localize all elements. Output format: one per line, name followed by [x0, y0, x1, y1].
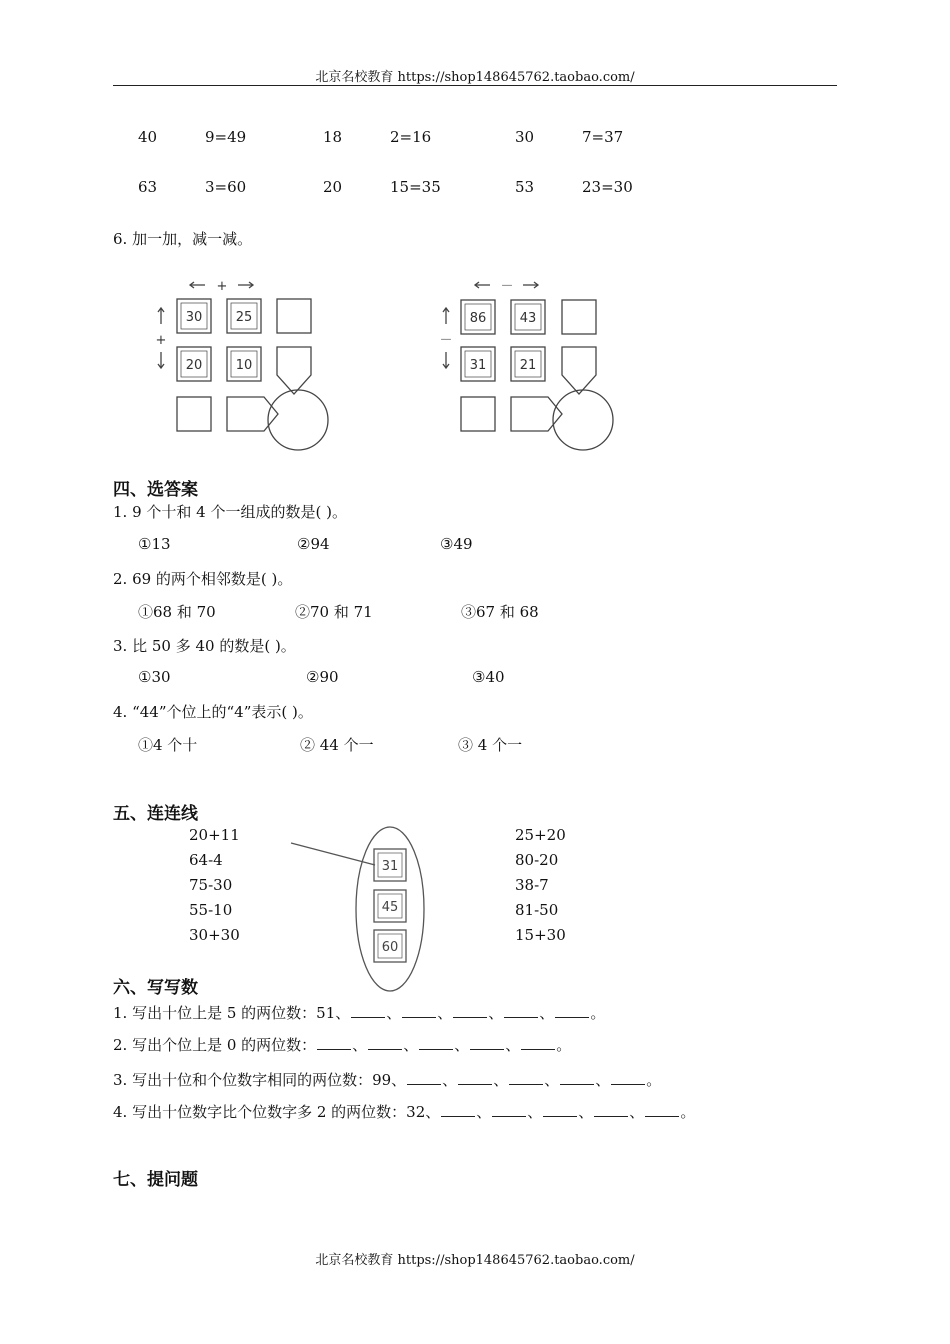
left-expression[interactable]: 20+11	[189, 826, 240, 844]
puzzle-add-cell: 10	[235, 358, 253, 373]
op-1-b: 9=49	[205, 128, 247, 146]
answer-blank[interactable]	[594, 1104, 628, 1117]
answer-blank[interactable]	[368, 1037, 402, 1050]
page-header: 北京名校教育 https://shop148645762.taobao.com/	[315, 70, 635, 85]
op-5-a: 20	[323, 178, 343, 196]
s6-question-4: 4. 写出十位数字比个位数字多 2 的两位数：32、 、 、 、 、 。	[113, 1103, 696, 1121]
s4-question-3: 3. 比 50 多 40 的数是( )。	[113, 637, 296, 655]
answer-blank[interactable]	[543, 1104, 577, 1117]
op-3-b: 7=37	[582, 128, 624, 146]
s4-question-4: 4. “44”个位上的“4”表示( )。	[113, 703, 313, 721]
puzzle-sub-op-top: －	[500, 279, 514, 294]
s6-question-3: 3. 写出十位和个位数字相同的两位数：99、 、 、 、 、 。	[113, 1071, 662, 1089]
answer-blank[interactable]	[509, 1072, 543, 1085]
s6-question-2: 2. 写出个位上是 0 的两位数： 、 、 、 、 。	[113, 1036, 572, 1054]
s4-q2-option: ③67 和 68	[461, 603, 539, 621]
answer-blank[interactable]	[419, 1037, 453, 1050]
left-expression[interactable]: 64-4	[189, 851, 223, 869]
s6-q1-text: 1. 写出十位上是 5 的两位数：51、	[113, 1004, 351, 1022]
s4-q1-option: ②94	[297, 535, 330, 553]
right-expression[interactable]: 25+20	[515, 826, 566, 844]
puzzle-sub-op-side: －	[439, 333, 453, 348]
op-3-a: 30	[515, 128, 535, 146]
section-6-title: 六、写写数	[113, 978, 198, 998]
s6-q3-text: 3. 写出十位和个位数字相同的两位数：99、	[113, 1071, 407, 1089]
section-4-title: 四、选答案	[113, 480, 198, 500]
s4-q4-option: ①4 个十	[138, 736, 198, 754]
puzzle-add-op-side: +	[155, 333, 167, 348]
answer-blank[interactable]	[611, 1072, 645, 1085]
answer-blank[interactable]	[645, 1104, 679, 1117]
answer-blank[interactable]	[402, 1005, 436, 1018]
op-6-b: 23=30	[582, 178, 633, 196]
puzzle-add-diagram	[150, 272, 350, 456]
s4-q1-option: ①13	[138, 535, 171, 553]
answer-blank[interactable]	[453, 1005, 487, 1018]
s4-q2-option: ②70 和 71	[295, 603, 373, 621]
left-expression[interactable]: 30+30	[189, 926, 240, 944]
op-2-b: 2=16	[390, 128, 432, 146]
s4-q3-option: ③40	[472, 668, 505, 686]
matching-oval	[285, 823, 435, 995]
s4-question-2: 2. 69 的两个相邻数是( )。	[113, 570, 293, 588]
right-expression[interactable]: 15+30	[515, 926, 566, 944]
puzzle-sub-cell: 21	[519, 358, 537, 373]
right-expression[interactable]: 38-7	[515, 876, 549, 894]
op-2-a: 18	[323, 128, 343, 146]
puzzle-add-cell: 25	[235, 310, 253, 325]
s6-q2-text: 2. 写出个位上是 0 的两位数：	[113, 1036, 317, 1054]
puzzle-sub-cell: 31	[469, 358, 487, 373]
s4-q2-option: ①68 和 70	[138, 603, 216, 621]
middle-number[interactable]: 45	[381, 900, 399, 915]
answer-blank[interactable]	[470, 1037, 504, 1050]
op-4-b: 3=60	[205, 178, 247, 196]
section-7-title: 七、提问题	[113, 1170, 198, 1190]
puzzle-add-cell: 30	[185, 310, 203, 325]
answer-blank[interactable]	[560, 1072, 594, 1085]
page-footer: 北京名校教育 https://shop148645762.taobao.com/	[315, 1253, 635, 1268]
puzzle-sub-cell: 43	[519, 311, 537, 326]
left-expression[interactable]: 75-30	[189, 876, 233, 894]
left-expression[interactable]: 55-10	[189, 901, 233, 919]
s4-q4-option: ③ 4 个一	[458, 736, 523, 754]
puzzle-sub-cell: 86	[469, 311, 487, 326]
puzzle-sub-diagram	[435, 272, 635, 456]
answer-blank[interactable]	[407, 1072, 441, 1085]
s4-q1-option: ③49	[440, 535, 473, 553]
right-expression[interactable]: 81-50	[515, 901, 559, 919]
section-5-title: 五、连连线	[113, 804, 198, 824]
header-rule	[113, 85, 837, 86]
q6-label: 6. 加一加，减一减。	[113, 230, 253, 248]
puzzle-add-op-top: +	[216, 279, 228, 294]
s4-question-1: 1. 9 个十和 4 个一组成的数是( )。	[113, 503, 347, 521]
answer-blank[interactable]	[504, 1005, 538, 1018]
op-4-a: 63	[138, 178, 158, 196]
answer-blank[interactable]	[555, 1005, 589, 1018]
s6-question-1: 1. 写出十位上是 5 的两位数：51、 、 、 、 、 。	[113, 1004, 606, 1022]
answer-blank[interactable]	[441, 1104, 475, 1117]
answer-blank[interactable]	[317, 1037, 351, 1050]
middle-number[interactable]: 60	[381, 940, 399, 955]
op-1-a: 40	[138, 128, 158, 146]
op-5-b: 15=35	[390, 178, 441, 196]
middle-number[interactable]: 31	[381, 859, 399, 874]
op-6-a: 53	[515, 178, 535, 196]
answer-blank[interactable]	[458, 1072, 492, 1085]
puzzle-add-cell: 20	[185, 358, 203, 373]
answer-blank[interactable]	[521, 1037, 555, 1050]
s4-q3-option: ①30	[138, 668, 171, 686]
answer-blank[interactable]	[351, 1005, 385, 1018]
s4-q3-option: ②90	[306, 668, 339, 686]
right-expression[interactable]: 80-20	[515, 851, 559, 869]
answer-blank[interactable]	[492, 1104, 526, 1117]
s4-q4-option: ② 44 个一	[300, 736, 374, 754]
s6-q4-text: 4. 写出十位数字比个位数字多 2 的两位数：32、	[113, 1103, 441, 1121]
